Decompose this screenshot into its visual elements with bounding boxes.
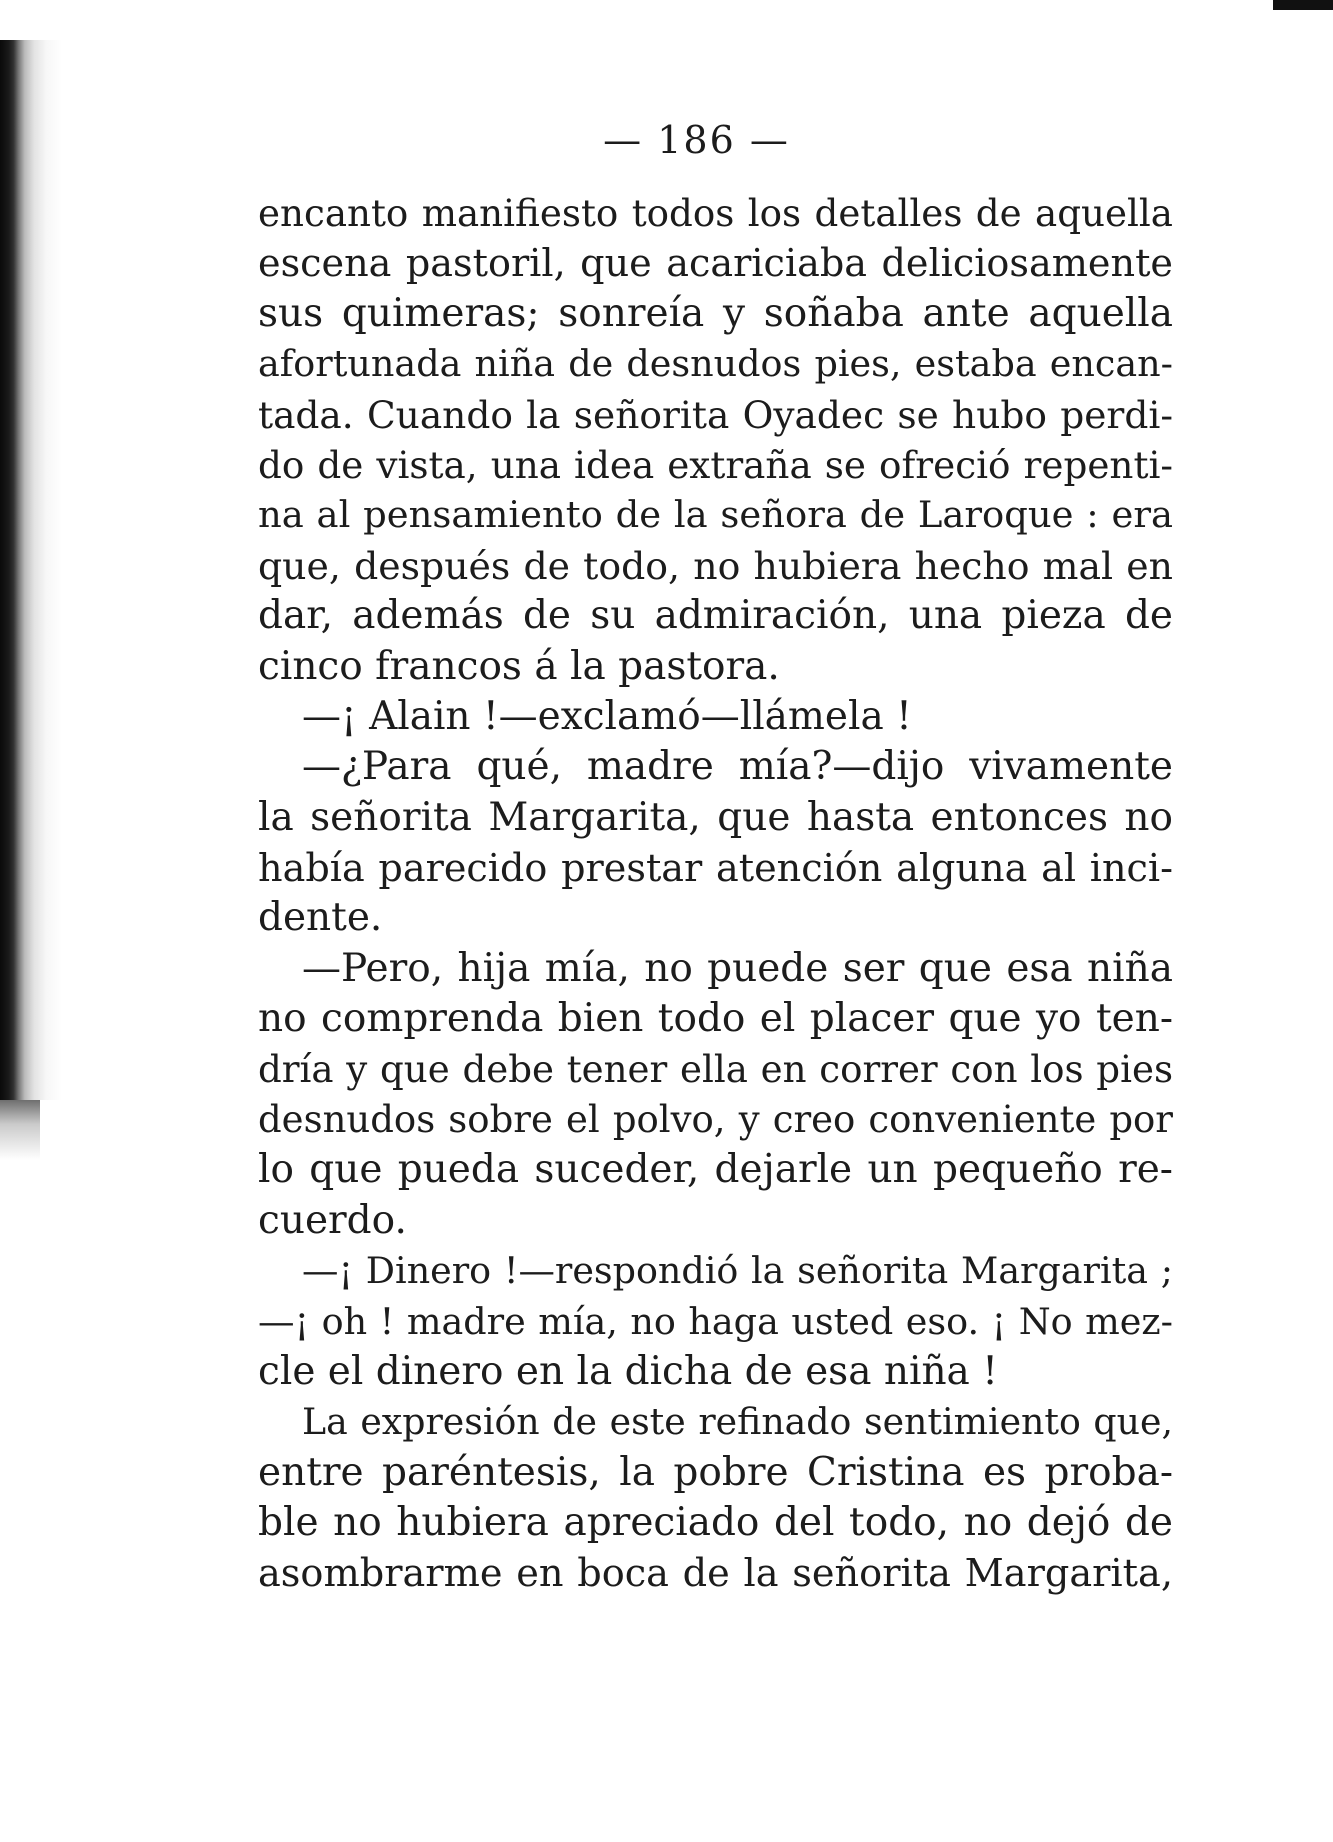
text-line: no comprenda bien todo el placer que yo ten- [258,996,1173,1042]
text-line: que, después de todo, no hubiera hecho mal en [258,543,1173,588]
text-line: había parecido prestar atención alguna al inci- [258,846,1173,891]
text-line: dar, además de su admiración, una pieza de [258,593,1173,639]
text-line: —¡ Dinero !—respondió la señorita Margarita ; [302,1249,1173,1293]
text-line: ble no hubiera apreciado del todo, no dejó de [258,1500,1173,1546]
text-line: dría y que debe tener ella en correr con los pies [258,1047,1173,1091]
text-line: lo que pueda suceder, dejarle un pequeño re- [258,1147,1173,1193]
scan-corner-mark [1273,0,1333,10]
text-line: la señorita Margarita, que hasta entonces no [258,794,1173,840]
text-line: La expresión de este refinado sentimiento que, [302,1400,1173,1444]
text-line: asombrarme en boca de la señorita Margarita, [258,1550,1173,1596]
text-line: sus quimeras; sonreía y soñaba ante aquella [258,290,1173,336]
scan-binding-shadow [0,1100,40,1160]
text-line: —¡ Alain !—exclamó—llámela ! [302,693,912,739]
text-line: afortunada niña de desnudos pies, estaba encan- [258,342,1173,386]
text-line: —¿Para qué, madre mía?—dijo vivamente [302,744,1173,790]
text-line: dente. [258,895,383,941]
text-line: escena pastoril, que acariciaba deliciosamente [258,241,1173,286]
text-line: —Pero, hija mía, no puede ser que esa niña [302,945,1173,991]
text-line: do de vista, una idea extraña se ofreció repenti- [258,442,1173,487]
text-line: na al pensamiento de la señora de Laroque : era [258,493,1173,537]
body-text [258,188,1173,1599]
text-line: tada. Cuando la señorita Oyadec se hubo perdi- [258,392,1173,437]
text-line: desnudos sobre el polvo, y creo conveniente por [258,1098,1173,1142]
text-line: cinco francos á la pastora. [258,643,780,689]
page-number: — 186 — [603,118,790,162]
text-line: —¡ oh ! madre mía, no haga usted eso. ¡ No mez- [258,1299,1173,1343]
text-line: cuerdo. [258,1197,407,1243]
text-line: cle el dinero en la dicha de esa niña ! [258,1348,998,1394]
scan-binding-edge [0,40,62,1100]
text-line: encanto manifiesto todos los detalles de aquella [258,191,1173,235]
text-line: entre paréntesis, la pobre Cristina es proba- [258,1449,1173,1495]
